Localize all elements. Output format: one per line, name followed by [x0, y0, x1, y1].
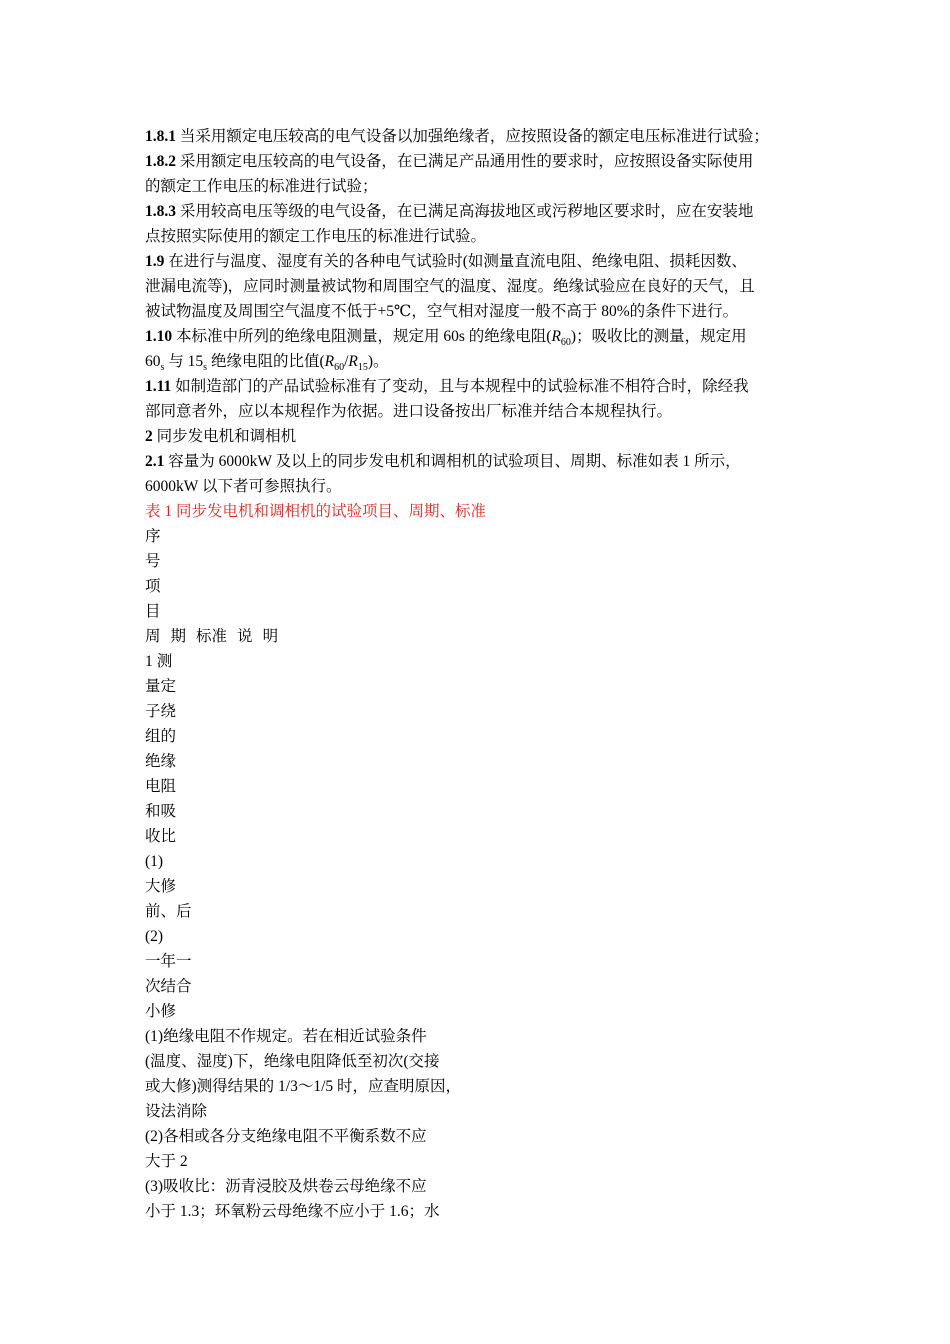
clause-text: 与 15	[164, 353, 204, 370]
clause-number: 1.9	[145, 253, 165, 270]
paragraph-1-8-3-line-1	[145, 199, 810, 224]
clause-text: 在进行与温度、湿度有关的各种电气试验时(如测量直流电阻、绝缘电阻、损耗因数、	[168, 253, 747, 270]
header-item-1: 项	[145, 578, 161, 595]
paragraph-1-10-line-1	[145, 324, 810, 349]
clause-text: 采用较高电压等级的电气设备，在已满足高海拔地区或污秽地区要求时，应在安装地	[179, 203, 754, 220]
row-1-seq: 1	[145, 653, 153, 670]
header-period-2: 期	[170, 628, 187, 645]
clause-text: 60	[145, 353, 161, 370]
row-1-period-line: 次结合	[145, 978, 192, 995]
clause-text: 绝缘电阻的比值(	[207, 353, 325, 370]
paragraph-1-10-line-2	[145, 349, 810, 374]
subscript-s: s	[203, 362, 208, 374]
clause-number: 1.10	[145, 328, 173, 345]
clause-number: 1.8.2	[145, 153, 176, 170]
row-1-item-line: 量定	[145, 678, 177, 695]
section-number: 2	[145, 428, 153, 445]
row-1-item-line: 收比	[145, 828, 177, 845]
row-1-period-line: 大修	[145, 878, 177, 895]
row-1-period-line: 前、后	[145, 903, 192, 920]
section-2-heading	[145, 424, 810, 449]
paragraph-1-8-2-line-2: 的额定工作电压的标准进行试验；	[145, 178, 378, 195]
row-1-standard-line: 小于 1.3；环氧粉云母绝缘不应小于 1.6；水	[145, 1203, 440, 1220]
header-note-2: 明	[262, 628, 279, 645]
clause-text: 容量为 6000kW 及以上的同步发电机和调相机的试验项目、周期、标准如表 1 所示，	[168, 453, 741, 470]
paragraph-1-9-line-3: 被试物温度及周围空气温度不低于+5℃，空气相对湿度一般不高于 80%的条件下进行。	[145, 303, 739, 320]
row-1-standard-line: 或大修)测得结果的 1/3～1/5 时，应查明原因，	[145, 1078, 462, 1095]
row-1-item-line: 组的	[145, 728, 177, 745]
clause-number: 2.1	[145, 453, 165, 470]
row-1-standard-line: (2)各相或各分支绝缘电阻不平衡系数不应	[145, 1128, 427, 1145]
clause-text: )；吸收比的测量，规定用	[570, 328, 747, 345]
row-1-item-line: 绝缘	[145, 753, 177, 770]
document-page	[145, 124, 810, 1224]
row-1-item-line	[145, 649, 810, 674]
table-caption: 表 1 同步发电机和调相机的试验项目、周期、标准	[145, 503, 487, 520]
clause-text: 本标准中所列的绝缘电阻测量，规定用 60s 的绝缘电阻(	[176, 328, 552, 345]
subscript-60: 60	[334, 362, 345, 374]
row-1-standard-line: (1)绝缘电阻不作规定。若在相近试验条件	[145, 1028, 427, 1045]
header-period-1: 周	[145, 628, 161, 645]
header-seq-2: 号	[145, 553, 161, 570]
clause-number: 1.8.1	[145, 128, 176, 145]
clause-text: 采用额定电压较高的电气设备，在已满足产品通用性的要求时，应按照设备实际使用	[179, 153, 754, 170]
header-seq-1: 序	[145, 528, 161, 545]
paragraph-1-8-2-line-1	[145, 149, 810, 174]
row-1-period-line: 小修	[145, 1003, 177, 1020]
header-note-1: 说	[237, 628, 253, 645]
paragraph-1-9-line-1	[145, 249, 810, 274]
clause-number: 1.11	[145, 378, 172, 395]
row-1-standard-line: 大于 2	[145, 1153, 188, 1170]
header-columns	[145, 624, 810, 649]
subscript-s: s	[160, 362, 165, 374]
symbol-r: R	[551, 328, 561, 345]
paragraph-1-9-line-2: 泄漏电流等)，应同时测量被试物和周围空气的温度、湿度。绝缘试验应在良好的天气，且	[145, 278, 755, 295]
row-1-period-line: (2)	[145, 928, 164, 945]
row-1-item-line: 电阻	[145, 778, 177, 795]
slash: /	[344, 353, 349, 370]
row-1-item-line: 和吸	[145, 803, 177, 820]
subscript-15: 15	[357, 362, 368, 374]
paragraph-1-11-line-1	[145, 374, 810, 399]
symbol-r: R	[324, 353, 335, 370]
paragraph-2-1-line-2: 6000kW 以下者可参照执行。	[145, 478, 342, 495]
header-standard: 标准	[196, 628, 228, 645]
symbol-r: R	[348, 353, 358, 370]
row-1-period-line: 一年一	[145, 953, 192, 970]
clause-number: 1.8.3	[145, 203, 176, 220]
header-item-2: 目	[145, 603, 161, 620]
row-1-item: 测	[156, 653, 173, 670]
subscript-60: 60	[560, 337, 571, 349]
row-1-standard-line: (3)吸收比：沥青浸胶及烘卷云母绝缘不应	[145, 1178, 427, 1195]
row-1-standard-line: 设法消除	[145, 1103, 208, 1120]
paragraph-1-8-3-line-2: 点按照实际使用的额定工作电压的标准进行试验。	[145, 228, 487, 245]
row-1-item-line: 子绕	[145, 703, 177, 720]
paragraph-1-8-1-line-1	[145, 124, 810, 149]
paragraph-1-11-line-2: 部同意者外，应以本规程作为依据。进口设备按出厂标准并结合本规程执行。	[145, 403, 673, 420]
row-1-standard-line: (温度、湿度)下，绝缘电阻降低至初次(交接	[145, 1053, 440, 1070]
clause-text: )。	[367, 353, 389, 370]
clause-text: 当采用额定电压较高的电气设备以加强绝缘者，应按照设备的额定电压标准进行试验；	[179, 128, 769, 145]
clause-text: 如制造部门的产品试验标准有了变动，且与本规程中的试验标准不相符合时，除经我	[175, 378, 749, 395]
paragraph-2-1-line-1	[145, 449, 810, 474]
section-title: 同步发电机和调相机	[156, 428, 297, 445]
row-1-period-line: (1)	[145, 853, 164, 870]
